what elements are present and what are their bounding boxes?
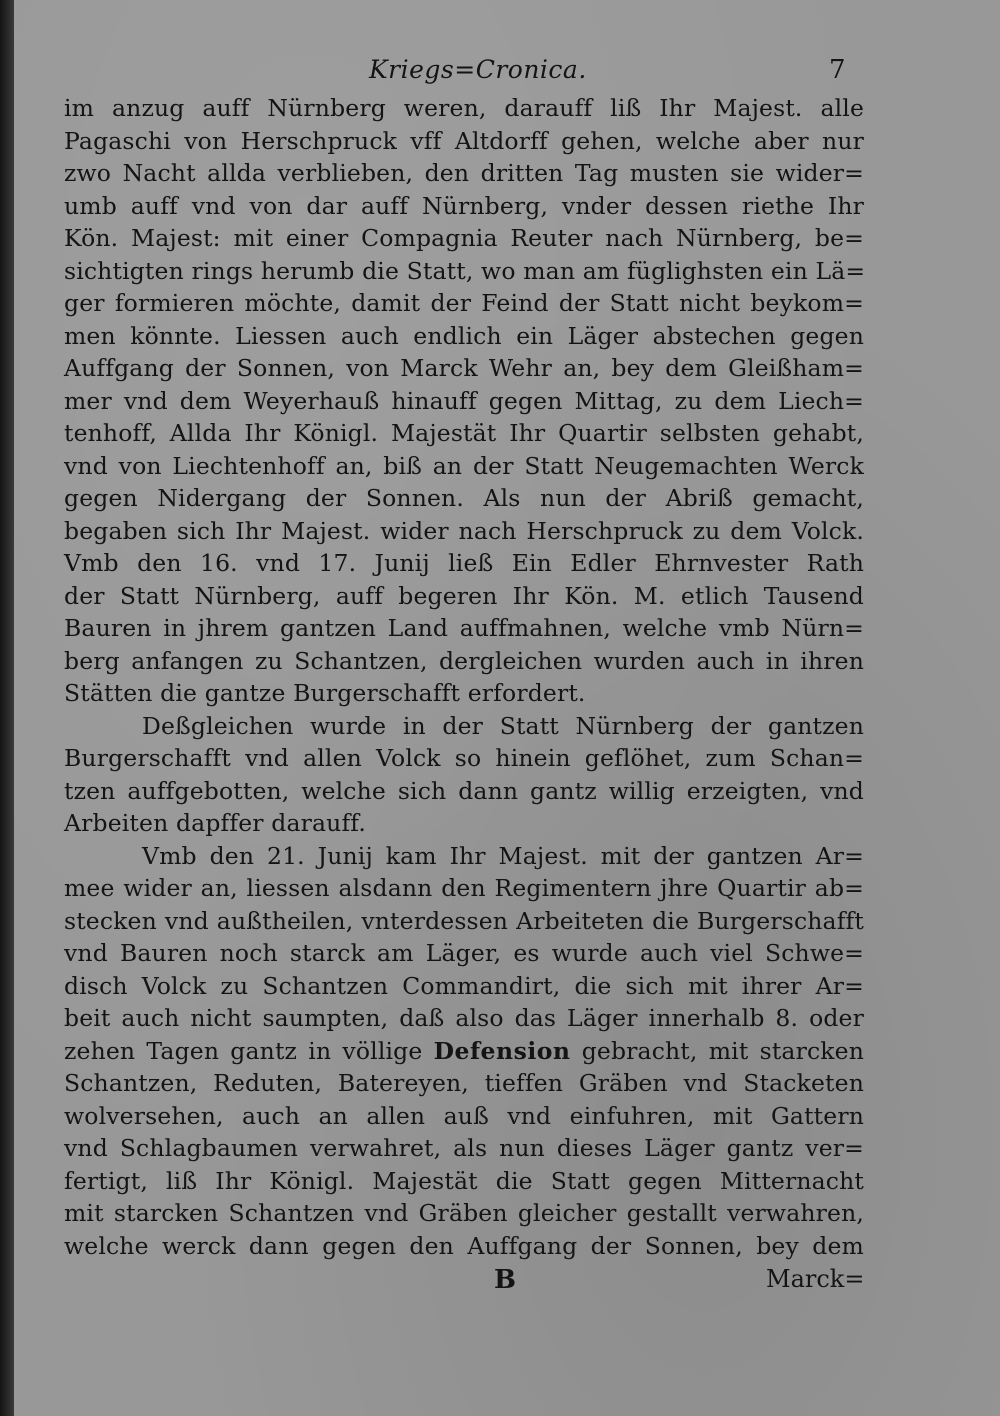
text-line: men könnte. Liessen auch endlich ein Läger abstechen gegen <box>64 321 864 350</box>
text-line: Auffgang der Sonnen, von Marck Wehr an, bey dem Gleißham= <box>64 354 864 382</box>
running-title: Kriegs=Cronica. <box>369 55 587 84</box>
text-line: tzen auffgebotten, welche sich dann gantz willig erzeigten, vnd <box>64 776 864 805</box>
text-line-with-emphasis <box>64 1035 864 1068</box>
emphasized-word: Defension <box>433 1036 571 1065</box>
text-line: fertigt, liß Ihr Königl. Majestät die Statt gegen Mitternacht <box>64 1166 864 1195</box>
text-line: ger formieren möchte, damit der Feind der Statt nicht beykom= <box>64 289 864 317</box>
text-line: vnd Bauren noch starck am Läger, es wurde auch viel Schwe= <box>64 939 864 967</box>
scan-edge-shadow <box>0 0 14 1416</box>
book-page <box>14 0 1000 1416</box>
paragraph-end-line: Arbeiten dapffer darauff. <box>64 809 366 837</box>
line-text: gebracht, mit starcken <box>581 1036 865 1065</box>
text-line: beit auch nicht saumpten, daß also das Läger innerhalb 8. oder <box>64 1004 864 1032</box>
text-line: disch Volck zu Schantzen Commandirt, die sich mit ihrer Ar= <box>64 971 864 1000</box>
text-line: Bauren in jhrem gantzen Land auffmahnen, welche vmb Nürn= <box>64 614 864 642</box>
text-line: wolversehen, auch an allen auß vnd einfuhren, mit Gattern <box>64 1101 864 1130</box>
text-line: Kön. Majest: mit einer Compagnia Reuter nach Nürnberg, be= <box>64 224 864 252</box>
text-line: mit starcken Schantzen vnd Gräben gleicher gestallt verwahren, <box>64 1199 864 1227</box>
text-line: Pagaschi von Herschpruck vff Altdorff gehen, welche aber nur <box>64 126 864 155</box>
line-text: zehen Tagen gantz in völlige <box>64 1036 423 1065</box>
text-line: der Statt Nürnberg, auff begeren Ihr Kön. M. etlich Tausend <box>64 581 864 610</box>
paragraph-start-line: Vmb den 21. Junij kam Ihr Majest. mit der gantzen Ar= <box>142 841 864 870</box>
text-line: gegen Nidergang der Sonnen. Als nun der Abriß gemacht, <box>64 484 864 512</box>
text-line: begaben sich Ihr Majest. wider nach Herschpruck zu dem Volck. <box>64 516 864 545</box>
signature-mark: B <box>494 1265 516 1295</box>
text-line: Vmb den 16. vnd 17. Junij ließ Ein Edler Ehrnvester Rath <box>64 549 864 577</box>
body-text <box>64 92 864 1262</box>
running-head <box>14 55 1000 95</box>
text-line: vnd von Liechtenhoff an, biß an der Statt Neugemachten Werck <box>64 451 864 480</box>
page-number: 7 <box>829 55 846 85</box>
paragraph-end-line: Stätten die gantze Burgerschafft erfordert. <box>64 679 586 707</box>
text-line: vnd Schlagbaumen verwahret, als nun dieses Läger gantz ver= <box>64 1134 864 1162</box>
text-line: berg anfangen zu Schantzen, dergleichen wurden auch in ihren <box>64 646 864 675</box>
text-line: mer vnd dem Weyerhauß hinauff gegen Mittag, zu dem Liech= <box>64 386 864 415</box>
text-line: Burgerschafft vnd allen Volck so hinein geflöhet, zum Schan= <box>64 744 864 772</box>
text-line: umb auff vnd von dar auff Nürnberg, vnder dessen riethe Ihr <box>64 191 864 220</box>
text-line: mee wider an, liessen alsdann den Regimentern jhre Quartir ab= <box>64 874 864 902</box>
text-line: im anzug auff Nürnberg weren, darauff liß Ihr Majest. alle <box>64 94 864 122</box>
text-line: Schantzen, Reduten, Batereyen, tieffen Gräben vnd Stacketen <box>64 1069 864 1097</box>
page-footer <box>14 1265 1000 1305</box>
catchword: Marck= <box>766 1265 865 1293</box>
text-line: welche werck dann gegen den Auffgang der Sonnen, bey dem <box>64 1231 864 1260</box>
text-line: zwo Nacht allda verblieben, den dritten Tag musten sie wider= <box>64 159 864 187</box>
text-line: sichtigten rings herumb die Statt, wo man am füglighsten ein Lä= <box>64 256 866 285</box>
text-line: stecken vnd außtheilen, vnterdessen Arbeiteten die Burgerschafft <box>64 906 864 935</box>
text-line: tenhoff, Allda Ihr Königl. Majestät Ihr Quartir selbsten gehabt, <box>64 419 864 447</box>
paragraph-start-line: Deßgleichen wurde in der Statt Nürnberg der gantzen <box>142 711 864 740</box>
